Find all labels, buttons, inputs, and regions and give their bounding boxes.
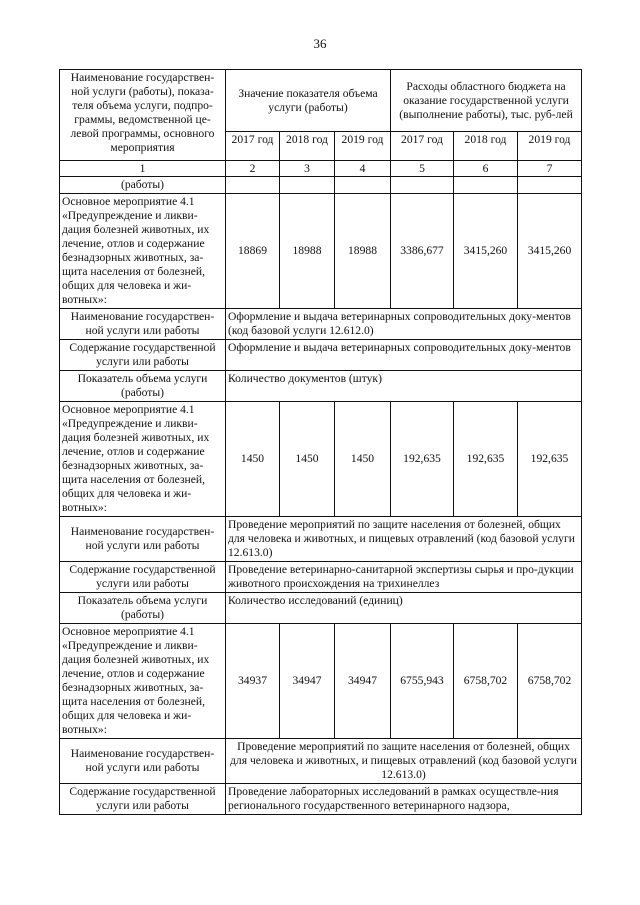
header-value-group: Значение показателя объема услуги (работы) <box>226 70 391 132</box>
column-number: 4 <box>335 161 391 177</box>
service-content-text: Оформление и выдача ветеринарных сопроводительных доку-ментов <box>226 340 582 371</box>
value-cell: 3386,677 <box>391 194 454 309</box>
value-cell: 34947 <box>280 624 335 739</box>
service-name-text: Проведение мероприятий по защите населения от болезней, общих для человека и животных, и пищевых отравлений (код базовой услуги 12.613.0) <box>226 739 582 784</box>
header-year: 2017 год <box>226 132 280 161</box>
service-name-text: Проведение мероприятий по защите населения от болезней, общих для человека и животных, и пищевых отравлений (код базовой услуги 12.613.0) <box>226 517 582 562</box>
header-name-column: Наименование государствен-ной услуги (работы), показа-теля объема услуги, подпро-граммы, ведомственной це-левой программы, основного мероприятия <box>60 70 226 161</box>
value-cell: 1450 <box>280 402 335 517</box>
service-name-label: Наименование государствен-ной услуги или работы <box>60 309 226 340</box>
service-name-label: Наименование государствен-ной услуги или работы <box>60 517 226 562</box>
page-number: 36 <box>313 36 327 51</box>
value-cell: 34947 <box>335 624 391 739</box>
value-cell: 6758,702 <box>454 624 518 739</box>
service-content-label: Содержание государственной услуги или работы <box>60 784 226 815</box>
service-name-text: Оформление и выдача ветеринарных сопроводительных доку-ментов (код базовой услуги 12.612.0) <box>226 309 582 340</box>
service-content-text: Проведение ветеринарно-санитарной экспертизы сырья и про-дукции животного происхождения на трихинеллез <box>226 562 582 593</box>
value-cell: 1450 <box>226 402 280 517</box>
value-cell: 18988 <box>335 194 391 309</box>
value-cell: 3415,260 <box>454 194 518 309</box>
value-cell: 34937 <box>226 624 280 739</box>
column-number: 2 <box>226 161 280 177</box>
indicator-label: Показатель объема услуги (работы) <box>60 371 226 402</box>
column-number: 5 <box>391 161 454 177</box>
service-content-label: Содержание государственной услуги или работы <box>60 562 226 593</box>
value-cell: 192,635 <box>391 402 454 517</box>
value-cell: 18988 <box>280 194 335 309</box>
budget-table <box>59 69 582 815</box>
header-expenses-group: Расходы областного бюджета на оказание государственной услуги (выполнение работы), тыс. руб-лей <box>391 70 582 132</box>
value-cell: 192,635 <box>518 402 582 517</box>
indicator-text: Количество документов (штук) <box>226 371 582 402</box>
value-cell: 18869 <box>226 194 280 309</box>
measure-label: Основное мероприятие 4.1 «Предупреждение и ликви-дация болезней животных, их лечение, отлов и содержание безнадзорных животных, за-щита населения от болезней, общих для человека и жи-вотных»: <box>60 402 226 517</box>
header-year: 2018 год <box>280 132 335 161</box>
value-cell: 6758,702 <box>518 624 582 739</box>
header-year: 2019 год <box>518 132 582 161</box>
value-cell: 6755,943 <box>391 624 454 739</box>
value-cell: 192,635 <box>454 402 518 517</box>
header-year: 2017 год <box>391 132 454 161</box>
value-cell: 1450 <box>335 402 391 517</box>
header-year: 2018 год <box>454 132 518 161</box>
continuation-label: (работы) <box>60 177 226 194</box>
value-cell: 3415,260 <box>518 194 582 309</box>
measure-label: Основное мероприятие 4.1 «Предупреждение и ликви-дация болезней животных, их лечение, отлов и содержание безнадзорных животных, за-щита населения от болезней, общих для человека и жи-вотных»: <box>60 194 226 309</box>
service-content-text: Проведение лабораторных исследований в рамках осуществле-ния регионального государственного ветеринарного надзора, <box>226 784 582 815</box>
header-year: 2019 год <box>335 132 391 161</box>
column-number: 7 <box>518 161 582 177</box>
indicator-text: Количество исследований (единиц) <box>226 593 582 624</box>
column-number: 6 <box>454 161 518 177</box>
service-name-label: Наименование государствен-ной услуги или работы <box>60 739 226 784</box>
service-content-label: Содержание государственной услуги или работы <box>60 340 226 371</box>
indicator-label: Показатель объема услуги (работы) <box>60 593 226 624</box>
measure-label: Основное мероприятие 4.1 «Предупреждение и ликви-дация болезней животных, их лечение, отлов и содержание безнадзорных животных, за-щита населения от болезней, общих для человека и жи-вотных»: <box>60 624 226 739</box>
column-number: 3 <box>280 161 335 177</box>
column-number: 1 <box>60 161 226 177</box>
